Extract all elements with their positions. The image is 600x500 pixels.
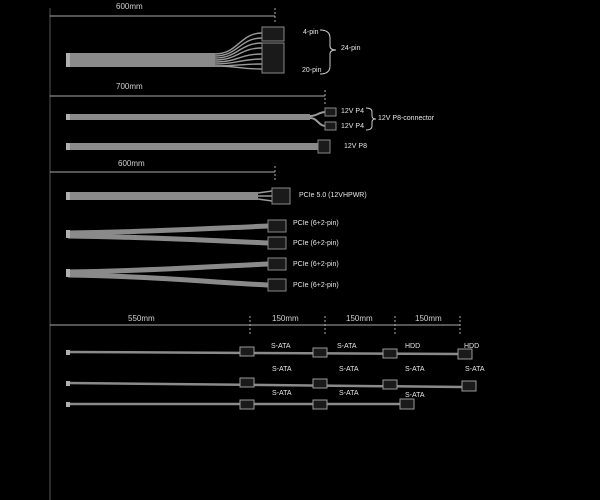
cable-trunk xyxy=(68,114,310,120)
pcie-connector xyxy=(268,258,286,270)
sata-connector xyxy=(400,399,414,409)
label-20pin: 20-pin xyxy=(302,67,322,74)
label-p8: 12V P8 xyxy=(344,143,367,150)
dimension-label-24pin: 600mm xyxy=(116,2,143,11)
sata-connector xyxy=(313,400,327,409)
cable-end xyxy=(66,269,70,277)
sata-connector xyxy=(313,348,327,357)
p4-connector-b xyxy=(325,122,336,130)
cable-trunk xyxy=(68,192,258,200)
label-4pin: 4-pin xyxy=(303,29,319,36)
cable-trunk xyxy=(68,143,318,150)
pcie-cable-pair xyxy=(68,226,268,243)
label-pcie-a: PCIe (6+2-pin) xyxy=(293,220,339,227)
label-hdd-r1-2: HDD xyxy=(464,343,480,350)
p8-brace xyxy=(366,108,376,130)
cable-end xyxy=(66,381,70,386)
sata-connector xyxy=(462,381,476,391)
pcie-connector xyxy=(268,237,286,249)
label-sata-r1-1: S-ATA xyxy=(271,343,291,350)
atx-24pin-cable xyxy=(50,8,336,74)
wire-split xyxy=(310,112,326,126)
dimension-label-sata-550: 550mm xyxy=(128,314,155,323)
cable-end xyxy=(66,192,70,200)
label-24pin: 24-pin xyxy=(341,45,361,52)
cable-end xyxy=(66,143,70,150)
12vhpwr-connector xyxy=(272,188,290,204)
sata-connector xyxy=(240,378,254,387)
p8-connector xyxy=(318,140,330,153)
label-sata-r2-4: S-ATA xyxy=(465,366,485,373)
24pin-brace xyxy=(320,30,336,74)
cable-end xyxy=(66,114,70,120)
wire-fanout xyxy=(258,191,272,201)
cable-trunk xyxy=(68,53,215,67)
dimension-label-sata-150a: 150mm xyxy=(272,314,299,323)
pcie-cable-pair xyxy=(68,264,268,285)
pcie-connector xyxy=(268,279,286,291)
label-p4-b: 12V P4 xyxy=(341,123,364,130)
sata-connector xyxy=(240,400,254,409)
label-sata-r3-2: S-ATA xyxy=(339,390,359,397)
label-pcie-b: PCIe (6+2-pin) xyxy=(293,240,339,247)
p4-connector-a xyxy=(325,108,336,116)
label-pcie-d: PCIe (6+2-pin) xyxy=(293,282,339,289)
wire-fanout xyxy=(215,33,262,69)
cable-end xyxy=(66,402,70,407)
label-p4-a: 12V P4 xyxy=(341,108,364,115)
sata-wire xyxy=(68,352,462,354)
label-sata-r2-2: S-ATA xyxy=(339,366,359,373)
pcie-cables xyxy=(50,166,290,291)
sata-wire xyxy=(68,383,462,387)
sata-connector xyxy=(383,380,397,389)
label-sata-r2-1: S-ATA xyxy=(272,366,292,373)
dimension-label-cpu: 700mm xyxy=(116,82,143,91)
cable-end xyxy=(66,350,70,355)
label-hdd-r1-1: HDD xyxy=(405,343,421,350)
label-p8-connector: 12V P8-connector xyxy=(378,115,435,122)
dimension-label-pcie: 600mm xyxy=(118,159,145,168)
molex-connector xyxy=(383,349,397,358)
molex-connector xyxy=(458,349,472,359)
label-pcie5: PCIe 5.0 (12VHPWR) xyxy=(299,192,367,199)
label-sata-r3-1: S-ATA xyxy=(272,390,292,397)
label-sata-r1-2: S-ATA xyxy=(337,343,357,350)
20pin-connector xyxy=(262,43,284,73)
label-pcie-c: PCIe (6+2-pin) xyxy=(293,261,339,268)
dimension-label-sata-150b: 150mm xyxy=(346,314,373,323)
label-sata-r2-3: S-ATA xyxy=(405,366,425,373)
pcie-connector xyxy=(268,220,286,232)
sata-connector xyxy=(240,347,254,356)
dimension-label-sata-150c: 150mm xyxy=(415,314,442,323)
label-sata-r3-3: S-ATA xyxy=(405,392,425,399)
sata-connector xyxy=(313,379,327,388)
cpu-cables xyxy=(50,90,376,153)
cable-end xyxy=(66,230,70,238)
cable-end xyxy=(66,53,70,67)
4pin-connector xyxy=(262,27,284,41)
